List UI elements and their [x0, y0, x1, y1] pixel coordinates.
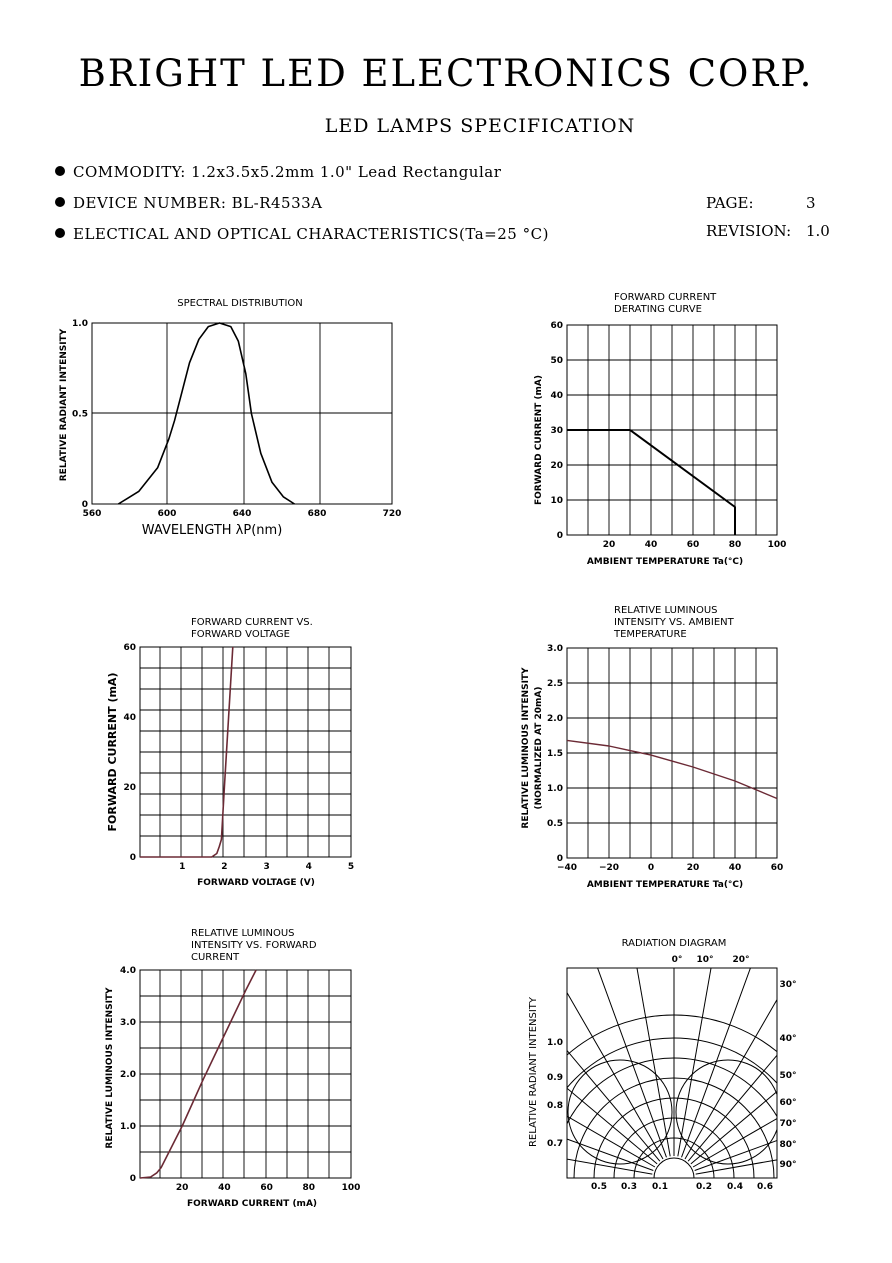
radiation-angle-label: 70° — [779, 1119, 797, 1129]
radiation-spoke — [438, 1136, 653, 1174]
spectral-series-line — [118, 323, 294, 504]
derating-x-tick-label: 60 — [686, 540, 700, 550]
intensity_current-title: RELATIVE LUMINOUS — [191, 928, 295, 939]
device-text: DEVICE NUMBER: BL-R4533A — [73, 194, 323, 212]
derating-title: DERATING CURVE — [614, 304, 702, 315]
derating-x-tick-label: 40 — [644, 540, 658, 550]
intensity_current-x-tick-label: 100 — [341, 1183, 361, 1193]
iv-y-tick-label: 60 — [123, 643, 136, 653]
derating-y-tick-label: 20 — [550, 461, 563, 471]
derating-y-tick-label: 40 — [550, 391, 563, 401]
intensity_current-y-tick-label: 3.0 — [120, 1018, 136, 1028]
intensity_temp-y-tick-label: 0.5 — [547, 819, 563, 829]
iv-x-tick-label: 5 — [347, 862, 355, 872]
revision-value: 1.0 — [806, 222, 830, 240]
intensity_current-x-tick-label: 20 — [175, 1183, 189, 1193]
radiation-angle-label: 50° — [779, 1071, 797, 1081]
intensity_temp-y-tick-label: 1.0 — [547, 784, 563, 794]
radiation-angle-label: 60° — [779, 1098, 797, 1108]
intensity_current-title: CURRENT — [191, 952, 240, 963]
spectral-plot-frame — [92, 323, 392, 504]
intensity_temp-y-tick-label: 2.5 — [547, 679, 563, 689]
document-subtitle: LED LAMPS SPECIFICATION — [324, 115, 636, 137]
spectral-x-tick-label: 640 — [232, 509, 252, 519]
derating-y-axis-label: FORWARD CURRENT (mA) — [534, 374, 544, 506]
intensity_current-x-tick-label: 80 — [302, 1183, 316, 1193]
intensity_temp-y-tick-label: 3.0 — [547, 644, 563, 654]
page-value: 3 — [806, 194, 816, 212]
iv-y-tick-label: 20 — [123, 783, 136, 793]
intensity_current-x-tick-label: 60 — [260, 1183, 273, 1193]
intensity_current-title: INTENSITY VS. FORWARD — [191, 940, 317, 951]
intensity_temp-y-tick-label: 2.0 — [547, 714, 563, 724]
radiation-radial-label: 1.0 — [547, 1038, 563, 1048]
intensity_temp-x-tick-label: 40 — [728, 863, 742, 873]
iv-x-axis-label: FORWARD VOLTAGE (V) — [197, 878, 315, 888]
intensity_current-y-tick-label: 4.0 — [120, 966, 136, 976]
derating-y-tick-label: 50 — [550, 356, 563, 366]
radiation-angle-label: 80° — [779, 1140, 797, 1150]
iv-x-tick-label: 2 — [221, 862, 228, 872]
radiation-y-axis-label: RELATIVE RADIANT INTENSITY — [528, 996, 539, 1148]
iv-title: FORWARD CURRENT VS. — [191, 617, 313, 628]
iv-y-tick-label: 40 — [123, 713, 136, 723]
radiation-plot-frame — [567, 968, 777, 1178]
spectral-y-tick-label: 0 — [81, 500, 88, 510]
spectral-x-tick-label: 600 — [157, 509, 177, 519]
iv-y-axis-label: FORWARD CURRENT (mA) — [106, 672, 119, 832]
revision-label: REVISION: — [706, 222, 792, 240]
spectral-x-axis-label: WAVELENGTH λP(nm) — [141, 523, 283, 538]
radiation-radial-label: 0.8 — [547, 1101, 563, 1111]
spectral-y-tick-label: 1.0 — [72, 319, 88, 329]
radiation-title: RADIATION DIAGRAM — [621, 938, 727, 949]
intensity_temp-x-tick-label: −20 — [598, 863, 620, 873]
intensity_current-x-tick-label: 40 — [218, 1183, 231, 1193]
commodity-text: COMMODITY: 1.2x3.5x5.2mm 1.0" Lead Rectangular — [73, 163, 502, 181]
radiation-bottom-label: 0.4 — [727, 1182, 743, 1192]
radiation-bottom-label: 0.6 — [757, 1182, 773, 1192]
intensity_current-y-axis-label: RELATIVE LUMINOUS INTENSITY — [105, 987, 115, 1149]
intensity_temp-title: TEMPERATURE — [614, 629, 687, 640]
derating-y-tick-label: 60 — [550, 321, 563, 331]
radiation-angle-label: 30° — [779, 980, 797, 990]
radiation-spoke — [632, 942, 670, 1157]
derating-title: FORWARD CURRENT — [614, 292, 717, 303]
radiation-radial-label: 0.9 — [547, 1073, 563, 1083]
intensity_temp-y-tick-label: 0 — [556, 854, 563, 864]
characteristics-text: ELECTICAL AND OPTICAL CHARACTERISTICS(Ta=25 °C) — [73, 225, 549, 243]
spectral-y-tick-label: 0.5 — [72, 409, 88, 420]
radiation-bottom-label: 0.3 — [621, 1182, 637, 1192]
spectral-x-tick-label: 720 — [382, 509, 402, 519]
radiation-radial-label: 0.7 — [547, 1139, 563, 1149]
radiation-bottom-label: 0.2 — [696, 1182, 712, 1192]
intensity_current-x-axis-label: FORWARD CURRENT (mA) — [186, 1199, 318, 1209]
intensity_current-y-tick-label: 0 — [129, 1174, 136, 1184]
intensity_temp-x-tick-label: 60 — [770, 863, 784, 873]
iv-x-tick-label: 1 — [179, 862, 186, 872]
intensity_temp-title: RELATIVE LUMINOUS — [614, 605, 718, 616]
radiation-angle-label: 10° — [696, 955, 714, 965]
iv-x-tick-label: 3 — [263, 862, 270, 872]
intensity_temp-y-axis-label: (NORMALIZED AT 20mA) — [534, 686, 544, 810]
radiation-angle-label: 40° — [779, 1034, 797, 1044]
iv-y-tick-label: 0 — [129, 853, 136, 863]
spectral-x-tick-label: 560 — [82, 509, 102, 519]
page-label: PAGE: — [706, 194, 754, 212]
intensity_temp-x-axis-label: AMBIENT TEMPERATURE Ta(°C) — [586, 880, 744, 890]
derating-x-tick-label: 80 — [728, 540, 742, 550]
radiation-angle-label: 90° — [779, 1160, 797, 1170]
intensity_temp-x-tick-label: 20 — [686, 863, 700, 873]
intensity_temp-title: INTENSITY VS. AMBIENT — [614, 617, 734, 628]
radiation-bottom-label: 0.5 — [591, 1182, 607, 1192]
iv-title: FORWARD VOLTAGE — [191, 629, 290, 640]
radiation-angle-label: 0° — [671, 955, 683, 965]
radiation-bottom-label: 0.1 — [652, 1182, 668, 1192]
intensity_temp-x-tick-label: −40 — [556, 863, 578, 873]
radiation-angle-label: 20° — [732, 955, 750, 965]
intensity_temp-x-tick-label: 0 — [647, 863, 655, 873]
derating-y-tick-label: 10 — [550, 496, 563, 506]
intensity_temp-y-axis-label: RELATIVE LUMINOUS INTENSITY — [521, 667, 531, 829]
spectral-title: SPECTRAL DISTRIBUTION — [177, 298, 303, 309]
spectral-x-tick-label: 680 — [307, 509, 327, 519]
intensity_current-y-tick-label: 2.0 — [120, 1070, 136, 1080]
iv-x-tick-label: 4 — [305, 862, 312, 872]
radiation-spoke — [678, 942, 716, 1157]
derating-y-tick-label: 0 — [556, 531, 563, 541]
company-name: BRIGHT LED ELECTRONICS CORP. — [78, 52, 814, 95]
spectral-y-axis-label: RELATIVE RADIANT INTENSITY — [59, 328, 69, 482]
derating-x-axis-label: AMBIENT TEMPERATURE Ta(°C) — [586, 557, 744, 567]
intensity_current-y-tick-label: 1.0 — [120, 1122, 136, 1132]
intensity_temp-y-tick-label: 1.5 — [547, 749, 563, 759]
derating-x-tick-label: 20 — [602, 540, 616, 550]
derating-y-tick-label: 30 — [550, 426, 563, 436]
derating-x-tick-label: 100 — [767, 540, 787, 550]
